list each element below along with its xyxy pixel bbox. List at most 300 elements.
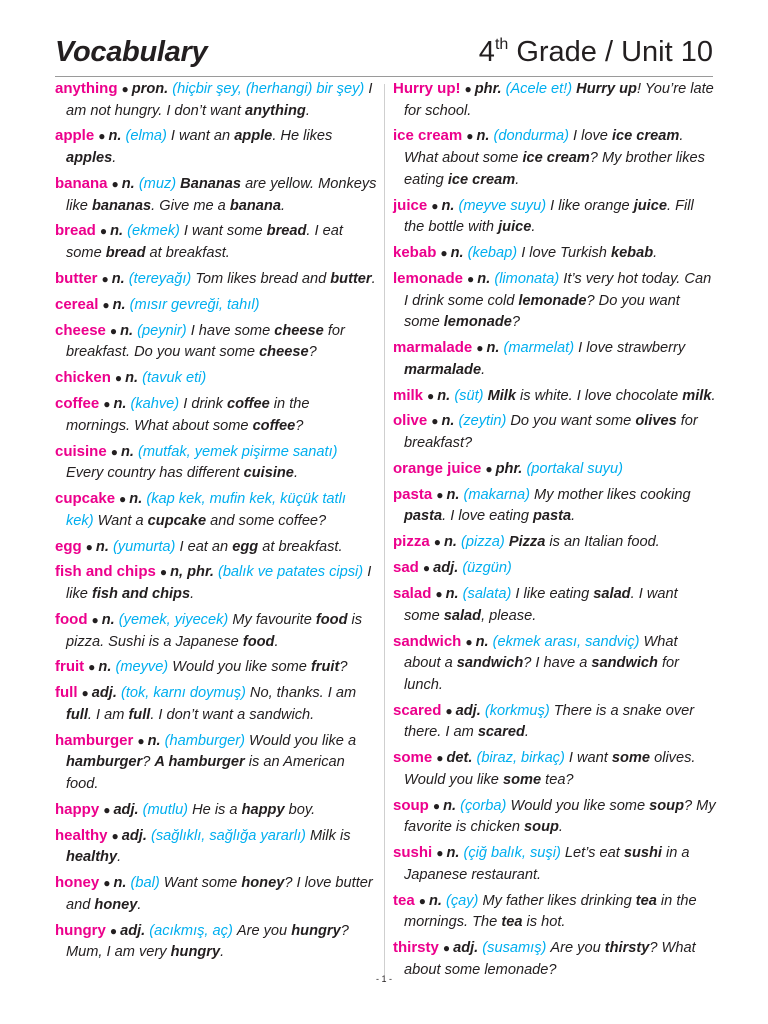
part-of-speech: adj. xyxy=(455,702,481,719)
headword: sushi xyxy=(393,844,433,862)
example-text: is an American food. xyxy=(66,754,345,792)
example-text: . xyxy=(481,361,486,378)
example-text: . He likes xyxy=(272,128,333,145)
example-text: I am not hungry. I don’t want xyxy=(66,81,373,119)
example-text: I eat an xyxy=(179,538,233,555)
example-keyword: tea xyxy=(501,914,523,931)
headword: pizza xyxy=(393,533,430,551)
example-text: for lunch. xyxy=(404,655,679,693)
part-of-speech: n. xyxy=(428,892,442,909)
vocabulary-column-left xyxy=(55,78,377,967)
example-sentence xyxy=(521,245,657,261)
part-of-speech: n. xyxy=(125,370,139,387)
example-text: . xyxy=(371,270,376,287)
bullet-dot-icon: ● xyxy=(119,492,127,507)
example-text: . I love eating xyxy=(442,508,533,525)
example-text: I like eating xyxy=(515,586,594,603)
example-text: Every country has different xyxy=(66,465,244,482)
example-text: ? What about some lemonade? xyxy=(404,940,696,978)
example-text: ? xyxy=(142,754,155,771)
example-text: . xyxy=(558,819,563,836)
bullet-dot-icon: ● xyxy=(111,176,119,191)
headword: honey xyxy=(55,874,100,892)
bullet-dot-icon: ● xyxy=(465,634,473,649)
example-keyword: full xyxy=(66,706,88,723)
example-text: . I want some xyxy=(404,586,678,624)
turkish-translation: (salata) xyxy=(462,586,512,603)
example-text: is an Italian food. xyxy=(545,534,660,551)
example-sentence xyxy=(509,534,660,550)
turkish-translation: (kap kek, mufin kek, küçük tatlı kek) xyxy=(66,491,346,529)
example-keyword: salad xyxy=(593,586,631,603)
headword: fish and chips xyxy=(55,563,156,581)
example-text: It’s very hot today. Can I drink some cold xyxy=(404,270,712,309)
part-of-speech: pron. xyxy=(131,81,169,97)
headword: butter xyxy=(55,269,98,287)
turkish-translation: (meyve) xyxy=(115,659,169,676)
part-of-speech: n. xyxy=(112,296,126,313)
example-keyword: juice xyxy=(633,197,667,214)
headword: salad xyxy=(393,585,432,603)
example-keyword: hungry xyxy=(170,944,221,961)
headword: sad xyxy=(393,559,419,577)
example-text: Do you want some xyxy=(510,413,636,430)
example-text: I want xyxy=(568,750,612,767)
bullet-dot-icon: ● xyxy=(431,198,439,213)
example-text: ? xyxy=(295,417,304,434)
headword: cuisine xyxy=(55,442,107,460)
example-keyword: Hurry up xyxy=(576,81,637,97)
vocabulary-entry xyxy=(393,842,717,886)
example-text: Let’s eat xyxy=(564,845,624,862)
example-sentence xyxy=(192,802,315,818)
headword: anything xyxy=(55,80,118,97)
example-text: is white. I love chocolate xyxy=(515,387,683,404)
example-text: ? xyxy=(339,659,348,676)
turkish-translation: (Acele et!) xyxy=(505,81,573,97)
example-keyword: anything xyxy=(245,102,306,119)
bullet-dot-icon: ● xyxy=(137,733,145,748)
example-keyword: apple xyxy=(234,128,273,145)
vocabulary-entry xyxy=(393,458,717,481)
vocabulary-entry xyxy=(393,484,717,528)
part-of-speech: n. xyxy=(446,486,460,503)
headword: cheese xyxy=(55,321,106,339)
example-keyword: hungry xyxy=(291,922,341,939)
example-text: My mother likes cooking xyxy=(534,486,691,503)
vocabulary-entry xyxy=(393,890,717,934)
vocabulary-entry xyxy=(55,367,377,390)
bullet-dot-icon: ● xyxy=(436,487,444,502)
headword: bread xyxy=(55,222,96,240)
example-sentence xyxy=(195,271,375,287)
example-text: . Fill the bottle with xyxy=(404,197,694,236)
headword: pasta xyxy=(393,485,433,503)
example-text: I want an xyxy=(170,128,235,145)
example-keyword: banana xyxy=(229,197,281,214)
example-keyword: ice cream xyxy=(447,171,516,188)
example-text: I love xyxy=(573,128,612,145)
example-text: I drink xyxy=(183,396,228,413)
example-keyword: Bananas xyxy=(180,175,242,192)
example-keyword: milk xyxy=(682,387,712,404)
example-text: ? I love butter and xyxy=(66,875,373,913)
example-text: ? xyxy=(308,344,317,361)
vocabulary-entry xyxy=(55,294,377,317)
example-text: . xyxy=(190,586,195,603)
example-keyword: food xyxy=(242,633,275,650)
example-text: My father likes drinking xyxy=(482,892,636,909)
headword: banana xyxy=(55,174,108,192)
headword: cupcake xyxy=(55,490,116,508)
example-keyword: cuisine xyxy=(243,465,294,482)
example-keyword: ice cream xyxy=(611,128,680,145)
example-text: and some coffee? xyxy=(206,512,327,529)
example-text: . xyxy=(305,102,310,119)
example-text: I have some xyxy=(190,322,275,339)
bullet-dot-icon: ● xyxy=(159,565,168,580)
part-of-speech: adj. xyxy=(120,922,146,939)
bullet-dot-icon: ● xyxy=(103,397,111,412)
vocabulary-entry xyxy=(55,872,377,916)
vocabulary-entry xyxy=(393,700,717,744)
bullet-dot-icon: ● xyxy=(433,535,441,550)
turkish-translation: (elma) xyxy=(125,128,167,145)
headword: ice cream xyxy=(393,127,463,145)
example-keyword: honey xyxy=(94,896,138,913)
turkish-translation: (mutlu) xyxy=(142,801,189,818)
turkish-translation: (kebap) xyxy=(467,245,518,262)
turkish-translation: (makarna) xyxy=(463,486,530,503)
vocabulary-entry xyxy=(393,195,717,239)
headword: olive xyxy=(393,412,428,430)
headword: hamburger xyxy=(55,731,134,749)
part-of-speech: n. xyxy=(129,491,143,508)
example-keyword: lemonade xyxy=(443,314,512,331)
vocabulary-entry xyxy=(393,242,717,265)
headword: healthy xyxy=(55,826,108,844)
example-text: Would you like some xyxy=(172,659,311,676)
turkish-translation: (hiçbir şey, (herhangi) bir şey) xyxy=(172,81,365,97)
vocabulary-entry xyxy=(55,320,377,364)
example-text: is hot. xyxy=(522,914,566,931)
bullet-dot-icon: ● xyxy=(467,271,475,286)
bullet-dot-icon: ● xyxy=(103,876,111,891)
headword: chicken xyxy=(55,369,111,387)
turkish-translation: (yemek, yiyecek) xyxy=(118,611,229,628)
vocabulary-entry xyxy=(55,682,377,726)
example-text: in the mornings. The xyxy=(404,892,697,931)
example-text: What about a xyxy=(404,633,678,672)
part-of-speech: n. xyxy=(147,732,161,749)
example-keyword: apples xyxy=(66,150,113,167)
turkish-translation: (susamış) xyxy=(482,940,547,957)
turkish-translation: (yumurta) xyxy=(112,538,176,555)
example-keyword: pasta xyxy=(404,508,443,525)
part-of-speech: adj. xyxy=(453,940,479,957)
bullet-dot-icon: ● xyxy=(98,129,106,144)
example-keyword: coffee xyxy=(252,417,296,434)
vocabulary-entry xyxy=(393,410,717,454)
headword: scared xyxy=(393,701,442,719)
part-of-speech: n. xyxy=(450,245,464,262)
headword: some xyxy=(393,749,433,767)
example-text: I like xyxy=(66,564,372,603)
part-of-speech: n. xyxy=(108,128,122,145)
vocabulary-entry xyxy=(55,656,377,679)
bullet-dot-icon: ● xyxy=(440,246,448,261)
part-of-speech: n. xyxy=(113,396,127,413)
vocabulary-entry xyxy=(55,78,377,122)
example-keyword: butter xyxy=(330,270,372,287)
bullet-dot-icon: ● xyxy=(121,82,129,96)
bullet-dot-icon: ● xyxy=(102,297,110,312)
example-text: ? xyxy=(511,314,520,331)
vocabulary-entry xyxy=(55,799,377,822)
headword: lemonade xyxy=(393,269,464,287)
headword: sandwich xyxy=(393,632,462,650)
bullet-dot-icon: ● xyxy=(114,371,123,386)
example-keyword: Milk xyxy=(487,387,516,404)
example-text: . xyxy=(711,387,716,404)
headword: thirsty xyxy=(393,939,439,957)
example-text: for breakfast. Do you want some xyxy=(66,322,345,361)
example-text: . I don’t want a sandwich. xyxy=(150,706,315,723)
turkish-translation: (zeytin) xyxy=(458,413,507,430)
example-keyword: some xyxy=(502,771,542,788)
example-text: I like orange xyxy=(550,197,634,214)
headword: full xyxy=(55,684,78,702)
vocabulary-entry xyxy=(55,441,377,485)
example-keyword: bananas xyxy=(91,197,152,214)
bullet-dot-icon: ● xyxy=(99,224,108,239)
headword: Hurry up! xyxy=(393,80,461,97)
grade-unit-label xyxy=(479,36,713,69)
headword: hungry xyxy=(55,921,106,939)
vocabulary-entry xyxy=(55,561,377,605)
vocabulary-entry xyxy=(393,337,717,381)
part-of-speech: n. xyxy=(111,270,125,287)
example-sentence xyxy=(98,513,327,529)
part-of-speech: det. xyxy=(446,750,473,767)
example-text: tea? xyxy=(541,771,574,788)
turkish-translation: (acıkmış, aç) xyxy=(149,922,233,939)
example-text: Would you like some xyxy=(510,797,650,814)
turkish-translation: (çorba) xyxy=(460,797,507,814)
example-keyword: lemonade xyxy=(518,292,587,309)
part-of-speech: n. xyxy=(441,197,455,214)
bullet-dot-icon: ● xyxy=(431,414,439,429)
example-text: . xyxy=(515,171,520,188)
example-keyword: full xyxy=(128,706,151,723)
bullet-dot-icon: ● xyxy=(109,323,118,338)
bullet-dot-icon: ● xyxy=(111,828,119,843)
example-text: ! You’re late for school. xyxy=(404,81,714,119)
example-text: Are you xyxy=(236,922,292,939)
example-keyword: healthy xyxy=(66,849,118,866)
part-of-speech: n, phr. xyxy=(170,564,214,581)
example-keyword: Pizza xyxy=(508,534,546,551)
example-keyword: ice cream xyxy=(522,150,590,167)
example-text: at breakfast. xyxy=(258,538,343,555)
example-keyword: olives xyxy=(635,413,677,430)
turkish-translation: (çiğ balık, suşi) xyxy=(463,845,561,862)
turkish-translation: (biraz, birkaç) xyxy=(476,750,565,767)
example-keyword: tea xyxy=(635,892,657,909)
turkish-translation: (hamburger) xyxy=(164,732,245,749)
example-keyword: sandwich xyxy=(591,655,658,672)
example-keyword: thirsty xyxy=(604,940,650,957)
vocabulary-entry xyxy=(55,173,377,217)
headword: milk xyxy=(393,386,424,404)
part-of-speech: adj. xyxy=(91,685,117,702)
vocabulary-entry xyxy=(55,220,377,264)
part-of-speech: n. xyxy=(477,270,491,287)
part-of-speech: n. xyxy=(475,633,489,650)
turkish-translation: (mısır gevreği, tahıl) xyxy=(129,296,260,313)
part-of-speech: adj. xyxy=(113,801,139,818)
example-text: . xyxy=(653,245,658,262)
vocabulary-entry xyxy=(393,795,717,839)
part-of-speech: n. xyxy=(120,443,134,460)
example-keyword: pasta xyxy=(533,508,572,525)
example-keyword: cheese xyxy=(274,322,324,339)
turkish-translation: (çay) xyxy=(445,892,479,909)
example-text: . xyxy=(137,896,142,913)
bullet-dot-icon: ● xyxy=(109,923,118,938)
turkish-translation: (dondurma) xyxy=(493,128,569,145)
headword: happy xyxy=(55,800,100,818)
turkish-translation: (balık ve patates cipsi) xyxy=(217,564,364,581)
vocabulary-entry xyxy=(55,268,377,291)
part-of-speech: n. xyxy=(110,223,124,240)
example-text: Tom likes bread and xyxy=(195,270,331,287)
part-of-speech: n. xyxy=(486,340,500,357)
example-text: . xyxy=(117,849,122,866)
headword: egg xyxy=(55,537,82,555)
bullet-dot-icon: ● xyxy=(464,82,472,96)
headword: juice xyxy=(393,196,428,214)
example-text: for breakfast? xyxy=(404,413,698,451)
bullet-dot-icon: ● xyxy=(442,941,451,956)
example-text: He is a xyxy=(192,801,242,818)
headword: fruit xyxy=(55,658,85,676)
bullet-dot-icon: ● xyxy=(466,129,474,144)
part-of-speech: n. xyxy=(101,611,115,628)
example-keyword: fish and chips xyxy=(91,586,191,603)
example-keyword: some xyxy=(611,750,651,767)
part-of-speech: n. xyxy=(443,534,457,551)
turkish-translation: (tok, karnı doymuş) xyxy=(120,685,246,702)
turkish-translation: (pizza) xyxy=(460,534,505,551)
vocabulary-entry xyxy=(55,825,377,869)
part-of-speech: n. xyxy=(437,387,451,404)
example-keyword: bread xyxy=(266,223,307,240)
example-keyword: sushi xyxy=(623,845,662,862)
part-of-speech: n. xyxy=(113,875,127,892)
turkish-translation: (süt) xyxy=(454,387,484,404)
example-sentence xyxy=(172,659,347,675)
headword: orange juice xyxy=(393,459,482,477)
turkish-translation: (sağlıklı, sağlığa yararlı) xyxy=(150,827,306,844)
vocabulary-entry xyxy=(393,631,717,697)
bullet-dot-icon: ● xyxy=(485,461,493,476)
vocabulary-entry xyxy=(55,730,377,796)
example-keyword: food xyxy=(315,611,348,628)
example-text: There is a snake over there. I am xyxy=(404,702,695,741)
turkish-translation: (üzgün) xyxy=(462,560,512,577)
column-divider xyxy=(384,84,385,976)
bullet-dot-icon: ● xyxy=(436,751,444,766)
example-text: . xyxy=(280,197,285,214)
bullet-dot-icon: ● xyxy=(110,444,118,459)
bullet-dot-icon: ● xyxy=(422,561,431,576)
page-title: Vocabulary xyxy=(55,36,208,68)
part-of-speech: adj. xyxy=(121,827,147,844)
part-of-speech: n. xyxy=(443,797,457,814)
example-text: ? Do you want some xyxy=(404,292,680,331)
vocabulary-entry xyxy=(393,385,717,408)
example-text: . xyxy=(531,219,536,236)
bullet-dot-icon: ● xyxy=(85,539,93,554)
bullet-dot-icon: ● xyxy=(103,802,111,817)
vocabulary-entry xyxy=(55,920,377,964)
example-keyword: honey xyxy=(241,875,285,892)
bullet-dot-icon: ● xyxy=(91,612,99,627)
example-text: . xyxy=(112,150,117,167)
example-text: ? My favorite is chicken xyxy=(404,797,716,836)
example-sentence xyxy=(179,539,342,555)
turkish-translation: (bal) xyxy=(130,875,160,892)
example-text: are yellow. Monkeys like xyxy=(66,175,377,214)
headword: marmalade xyxy=(393,339,473,357)
example-text: boy. xyxy=(284,801,316,818)
example-text: Are you xyxy=(550,940,605,957)
example-text: Milk is xyxy=(309,827,351,844)
example-keyword: salad xyxy=(443,607,482,624)
vocabulary-entry xyxy=(393,583,717,627)
bullet-dot-icon: ● xyxy=(432,798,441,813)
headword: apple xyxy=(55,127,95,145)
vocabulary-entry xyxy=(393,557,717,580)
example-text: is pizza. Sushi is a Japanese xyxy=(66,611,363,650)
example-text: . I am xyxy=(87,706,129,723)
bullet-dot-icon: ● xyxy=(476,341,484,356)
example-text: . xyxy=(524,724,529,741)
headword: food xyxy=(55,610,88,628)
example-text: Want some xyxy=(163,875,242,892)
example-text: . Give me a xyxy=(151,197,230,214)
example-keyword: marmalade xyxy=(404,361,482,378)
part-of-speech: n. xyxy=(121,175,135,192)
example-keyword: happy xyxy=(241,801,285,818)
example-keyword: sandwich xyxy=(456,655,524,672)
example-text: No, thanks. I am xyxy=(249,685,357,702)
turkish-translation: (mutfak, yemek pişirme sanatı) xyxy=(137,443,338,460)
example-keyword: soup xyxy=(649,797,685,814)
example-text: , please. xyxy=(481,607,537,624)
example-keyword: coffee xyxy=(227,396,270,413)
example-text: I want some xyxy=(183,223,267,240)
bullet-dot-icon: ● xyxy=(101,271,109,286)
grade-unit-text: Grade / Unit 10 xyxy=(508,36,713,68)
example-keyword: A hamburger xyxy=(154,754,245,771)
turkish-translation: (tereyağı) xyxy=(128,270,192,287)
example-sentence xyxy=(66,465,298,481)
vocabulary-entry xyxy=(393,531,717,554)
bullet-dot-icon: ● xyxy=(81,686,89,701)
turkish-translation: (portakal suyu) xyxy=(526,460,623,477)
